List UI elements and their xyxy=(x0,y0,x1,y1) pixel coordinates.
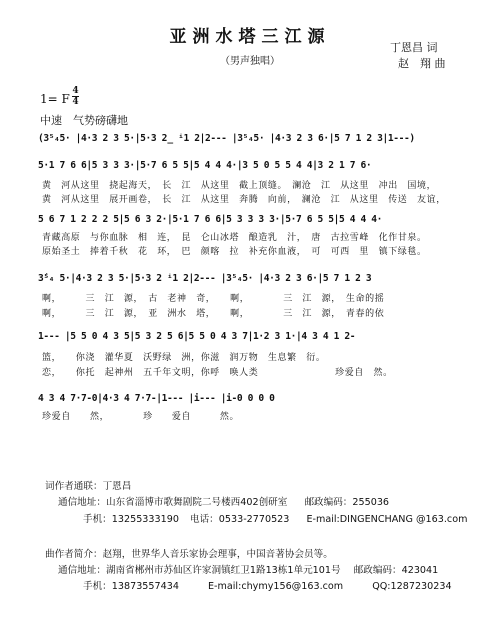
composer-mobile: 13873557434 xyxy=(111,581,179,592)
composer-address-row: 通信地址：湖南省郴州市苏仙区许家洞镇红卫1路13栋1单元101号 邮政编码：423041 xyxy=(58,565,439,576)
tempo-marking: 中速 气势磅礴地 xyxy=(40,114,128,127)
score-system-4-lyric-1: 啊， 三 江 源， 古 老神 奇， 啊， 三 江 源， 生命的摇 xyxy=(42,294,385,304)
score-system-5-lyric-2: 恋， 你托 起神州 五千年文明，你呼 唤人类 珍爱自 然。 xyxy=(42,368,393,378)
composer-bio-row: 曲作者简介：赵翔，世界华人音乐家协会理事，中国音著协会员等。 xyxy=(45,549,333,560)
score-system-3-notes: 5 6 7 1 2 2 2 5|5 6 3 2·|5·1 7 6 6|5 3 3 3 3·|5·7 6 5 5|5 4 4 4· xyxy=(38,214,383,225)
lyricist-zip: 255036 xyxy=(352,497,390,508)
composer-bio: 赵翔，世界华人音乐家协会理事，中国音著协会员等。 xyxy=(102,549,333,560)
score-system-3-lyric-2: 原始圣土 捧着千秋 花 环， 巴 颜喀 拉 补充你血液， 可 可西 里 镇下绿毯。 xyxy=(42,247,427,257)
time-signature xyxy=(72,86,79,107)
lyricist-tel: 0533-2770523 xyxy=(218,514,290,525)
lyricist-credit: 丁恩昌 词 xyxy=(390,41,438,54)
score-system-2-lyric-2: 黄 河从这里 展开画卷， 长 江 从这里 奔腾 向前， 澜沧 江 从这里 传送 友谊， xyxy=(42,195,446,205)
lyricist-phone-row: 手机：13255333190 电话：0533-2770523 E-mail:DINGENCHANG @163.com xyxy=(83,514,468,525)
score-system-1-notes: (3⁵₄5· |4·3 2 3 5·|5·3 2̲ ⁱ1 2|2--- |3⁵₄5· |4·3 2 3 6·|5 7 1 2 3|1---) xyxy=(38,133,415,144)
time-signature-top: 4 xyxy=(72,86,79,96)
key-signature: 1= F xyxy=(40,92,70,106)
score-system-6-lyric-1: 珍爱自 然， 珍 爱自 然。 xyxy=(42,412,240,422)
score-system-6-notes: 4 3 4 7·7-0|4·3 4 7·7-|1--- |i--- |i-0 0 0 0 xyxy=(38,393,275,404)
composer-phone-row: 手机：13873557434 E-mail:chymy156@163.com QQ:1287230234 xyxy=(83,581,452,592)
score-system-5-lyric-1: 篮， 你浇 灌华夏 沃野绿 洲，你滋 润万物 生息繁 衍。 xyxy=(42,353,326,363)
score-system-3-lyric-1: 青藏高原 与你血脉 相 连， 昆 仑山冰塔 酿造乳 汁， 唐 古拉雪峰 化作甘泉。 xyxy=(42,233,427,243)
composer-credit: 赵 翔 曲 xyxy=(398,57,446,70)
composer-email: chymy156@163.com xyxy=(241,581,344,592)
score-system-4-notes: 3̇⁵₄ 5·|4·3 2 3 5·|5·3 2 ⁱ1 2|2--- |3⁵₄5· |4·3 2 3 6·|5 7 1 2 3 xyxy=(38,273,372,284)
lyricist-mobile: 13255333190 xyxy=(111,514,179,525)
composer-qq: 1287230234 xyxy=(390,581,452,592)
score-system-2-notes: 5·1 7 6 6|5 3 3 3·|5·7 6 5 5|5 4 4 4·|3 5 0 5 5 4 4|3 2 1 7 6· xyxy=(38,160,372,171)
lyricist-contact-heading: 词作者通联：丁恩昌 xyxy=(45,481,132,492)
song-subtitle: （男声独唱） xyxy=(220,56,280,67)
lyricist-address: 山东省淄博市歌舞剧院二号楼西402创研室 xyxy=(105,497,288,508)
composer-address: 湖南省郴州市苏仙区许家洞镇红卫1路13栋1单元101号 xyxy=(105,565,341,576)
lyricist-address-row: 通信地址：山东省淄博市歌舞剧院二号楼西402创研室 邮政编码：255036 xyxy=(58,497,390,508)
lyricist-email: DINGENCHANG @163.com xyxy=(339,514,468,525)
lyricist-contact-name: 丁恩昌 xyxy=(102,481,132,492)
song-title: 亚洲水塔三江源 xyxy=(169,27,331,47)
credits xyxy=(390,40,446,72)
composer-zip: 423041 xyxy=(401,565,439,576)
score-system-5-notes: 1--- |5 5 0 4 3 5|5 3 2 5 6|5 5 0 4 3 7|1·2 3 1·|4 3 4 1 2- xyxy=(38,331,356,342)
time-signature-bottom: 4 xyxy=(72,97,79,107)
score-system-4-lyric-2: 啊， 三 江 源， 亚 洲水 塔， 啊， 三 江 源， 青春的依 xyxy=(42,309,385,319)
score-system-2-lyric-1: 黄 河从这里 挠起海天， 长 江 从这里 截上顶缝。 澜沧 江 从这里 冲出 国境， xyxy=(42,181,437,191)
